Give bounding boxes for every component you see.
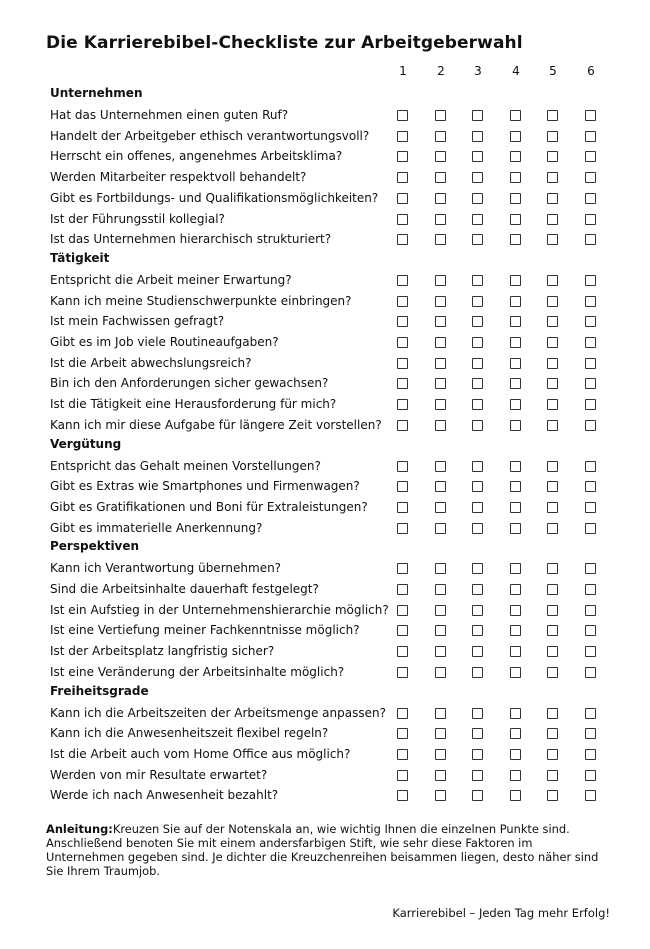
question-row bbox=[0, 106, 650, 126]
rating-checkbox-6[interactable] bbox=[585, 378, 596, 389]
question-text: Ist eine Veränderung der Arbeitsinhalte möglich? bbox=[50, 664, 345, 679]
rating-checkbox-6[interactable] bbox=[585, 214, 596, 225]
rating-checkbox-5[interactable] bbox=[547, 316, 558, 327]
rating-checkbox-4[interactable] bbox=[510, 193, 521, 204]
rating-checkbox-3[interactable] bbox=[472, 378, 483, 389]
rating-checkbox-4[interactable] bbox=[510, 584, 521, 595]
rating-checkbox-6[interactable] bbox=[585, 770, 596, 781]
instructions bbox=[46, 822, 606, 878]
question-row bbox=[0, 354, 650, 374]
rating-checkbox-5[interactable] bbox=[547, 667, 558, 678]
rating-checkbox-5[interactable] bbox=[547, 110, 558, 121]
rating-checkbox-1[interactable] bbox=[397, 234, 408, 245]
rating-checkbox-2[interactable] bbox=[435, 461, 446, 472]
rating-checkbox-1[interactable] bbox=[397, 316, 408, 327]
scale-number: 4 bbox=[512, 64, 520, 78]
rating-checkbox-6[interactable] bbox=[585, 275, 596, 286]
rating-checkbox-6[interactable] bbox=[585, 708, 596, 719]
rating-checkbox-3[interactable] bbox=[472, 420, 483, 431]
rating-checkbox-5[interactable] bbox=[547, 172, 558, 183]
rating-checkbox-3[interactable] bbox=[472, 172, 483, 183]
rating-checkbox-5[interactable] bbox=[547, 275, 558, 286]
rating-checkbox-1[interactable] bbox=[397, 523, 408, 534]
rating-checkbox-4[interactable] bbox=[510, 110, 521, 121]
rating-checkbox-6[interactable] bbox=[585, 481, 596, 492]
scale-number: 5 bbox=[549, 64, 557, 78]
rating-checkbox-2[interactable] bbox=[435, 770, 446, 781]
rating-checkbox-2[interactable] bbox=[435, 193, 446, 204]
rating-checkbox-5[interactable] bbox=[547, 131, 558, 142]
rating-checkbox-5[interactable] bbox=[547, 708, 558, 719]
rating-checkbox-5[interactable] bbox=[547, 728, 558, 739]
rating-checkbox-6[interactable] bbox=[585, 749, 596, 760]
rating-checkbox-3[interactable] bbox=[472, 605, 483, 616]
rating-checkbox-3[interactable] bbox=[472, 337, 483, 348]
rating-checkbox-5[interactable] bbox=[547, 502, 558, 513]
rating-checkbox-1[interactable] bbox=[397, 584, 408, 595]
rating-checkbox-3[interactable] bbox=[472, 151, 483, 162]
rating-checkbox-5[interactable] bbox=[547, 461, 558, 472]
section-title: Vergütung bbox=[50, 436, 122, 451]
rating-checkbox-4[interactable] bbox=[510, 275, 521, 286]
rating-checkbox-4[interactable] bbox=[510, 708, 521, 719]
question-text: Hat das Unternehmen einen guten Ruf? bbox=[50, 108, 289, 122]
rating-checkbox-1[interactable] bbox=[397, 193, 408, 204]
section-title: Freiheitsgrade bbox=[50, 683, 149, 698]
rating-checkbox-6[interactable] bbox=[585, 563, 596, 574]
rating-checkbox-4[interactable] bbox=[510, 172, 521, 183]
rating-checkbox-2[interactable] bbox=[435, 605, 446, 616]
question-row bbox=[0, 601, 650, 621]
question-text: Gibt es immaterielle Anerkennung? bbox=[50, 520, 263, 535]
rating-checkbox-6[interactable] bbox=[585, 172, 596, 183]
rating-checkbox-6[interactable] bbox=[585, 337, 596, 348]
rating-checkbox-6[interactable] bbox=[585, 151, 596, 162]
rating-checkbox-4[interactable] bbox=[510, 728, 521, 739]
rating-checkbox-3[interactable] bbox=[472, 708, 483, 719]
rating-checkbox-6[interactable] bbox=[585, 399, 596, 410]
rating-checkbox-2[interactable] bbox=[435, 296, 446, 307]
rating-checkbox-2[interactable] bbox=[435, 625, 446, 636]
rating-checkbox-4[interactable] bbox=[510, 563, 521, 574]
question-text: Ist der Arbeitsplatz langfristig sicher? bbox=[50, 644, 275, 659]
rating-checkbox-1[interactable] bbox=[397, 131, 408, 142]
rating-checkbox-4[interactable] bbox=[510, 378, 521, 389]
rating-checkbox-3[interactable] bbox=[472, 502, 483, 513]
rating-checkbox-3[interactable] bbox=[472, 358, 483, 369]
question-text: Sind die Arbeitsinhalte dauerhaft festgelegt? bbox=[50, 582, 319, 596]
rating-checkbox-3[interactable] bbox=[472, 625, 483, 636]
question-text: Kann ich die Anwesenheitszeit flexibel regeln? bbox=[50, 726, 329, 741]
rating-checkbox-2[interactable] bbox=[435, 378, 446, 389]
rating-checkbox-2[interactable] bbox=[435, 502, 446, 513]
rating-checkbox-6[interactable] bbox=[585, 502, 596, 513]
rating-checkbox-3[interactable] bbox=[472, 646, 483, 657]
scale-number: 6 bbox=[587, 64, 595, 78]
question-row bbox=[0, 559, 650, 579]
question-row bbox=[0, 704, 650, 724]
rating-checkbox-3[interactable] bbox=[472, 131, 483, 142]
rating-checkbox-4[interactable] bbox=[510, 523, 521, 534]
question-row bbox=[0, 230, 650, 250]
rating-checkbox-3[interactable] bbox=[472, 214, 483, 225]
question-row bbox=[0, 292, 650, 312]
scale-number: 3 bbox=[474, 64, 482, 78]
rating-checkbox-2[interactable] bbox=[435, 151, 446, 162]
question-text: Gibt es Gratifikationen und Boni für Extraleistungen? bbox=[50, 499, 368, 514]
rating-checkbox-1[interactable] bbox=[397, 420, 408, 431]
question-row bbox=[0, 766, 650, 786]
rating-checkbox-1[interactable] bbox=[397, 728, 408, 739]
question-text: Ist ein Aufstieg in der Unternehmenshierarchie möglich? bbox=[50, 602, 389, 617]
question-text: Herrscht ein offenes, angenehmes Arbeitsklima? bbox=[50, 149, 343, 164]
rating-checkbox-4[interactable] bbox=[510, 151, 521, 162]
question-text: Ist eine Vertiefung meiner Fachkenntnisse möglich? bbox=[50, 623, 360, 638]
rating-checkbox-5[interactable] bbox=[547, 337, 558, 348]
question-text: Gibt es Extras wie Smartphones und Firmenwagen? bbox=[50, 479, 360, 494]
rating-checkbox-3[interactable] bbox=[472, 481, 483, 492]
rating-checkbox-1[interactable] bbox=[397, 172, 408, 183]
rating-checkbox-3[interactable] bbox=[472, 728, 483, 739]
rating-checkbox-3[interactable] bbox=[472, 316, 483, 327]
rating-checkbox-3[interactable] bbox=[472, 234, 483, 245]
question-row bbox=[0, 642, 650, 662]
question-row bbox=[0, 663, 650, 683]
rating-checkbox-1[interactable] bbox=[397, 275, 408, 286]
rating-checkbox-4[interactable] bbox=[510, 337, 521, 348]
rating-checkbox-1[interactable] bbox=[397, 502, 408, 513]
rating-checkbox-5[interactable] bbox=[547, 770, 558, 781]
rating-checkbox-5[interactable] bbox=[547, 749, 558, 760]
rating-checkbox-4[interactable] bbox=[510, 749, 521, 760]
rating-checkbox-4[interactable] bbox=[510, 399, 521, 410]
rating-checkbox-5[interactable] bbox=[547, 420, 558, 431]
rating-checkbox-1[interactable] bbox=[397, 358, 408, 369]
question-row bbox=[0, 457, 650, 477]
rating-checkbox-4[interactable] bbox=[510, 790, 521, 801]
rating-checkbox-5[interactable] bbox=[547, 234, 558, 245]
rating-checkbox-6[interactable] bbox=[585, 584, 596, 595]
question-text: Ist die Arbeit abwechslungsreich? bbox=[50, 355, 252, 370]
rating-checkbox-1[interactable] bbox=[397, 461, 408, 472]
rating-checkbox-5[interactable] bbox=[547, 790, 558, 801]
rating-checkbox-5[interactable] bbox=[547, 399, 558, 410]
rating-checkbox-2[interactable] bbox=[435, 523, 446, 534]
rating-checkbox-1[interactable] bbox=[397, 399, 408, 410]
rating-checkbox-1[interactable] bbox=[397, 214, 408, 225]
page-title: Die Karrierebibel-Checkliste zur Arbeitgeberwahl bbox=[46, 33, 523, 53]
rating-checkbox-5[interactable] bbox=[547, 481, 558, 492]
question-text: Entspricht die Arbeit meiner Erwartung? bbox=[50, 272, 292, 287]
rating-checkbox-3[interactable] bbox=[472, 667, 483, 678]
rating-checkbox-1[interactable] bbox=[397, 625, 408, 636]
rating-checkbox-1[interactable] bbox=[397, 296, 408, 307]
rating-checkbox-6[interactable] bbox=[585, 234, 596, 245]
question-row bbox=[0, 312, 650, 332]
question-row bbox=[0, 168, 650, 188]
question-row bbox=[0, 580, 650, 600]
rating-checkbox-5[interactable] bbox=[547, 151, 558, 162]
section-title: Unternehmen bbox=[50, 86, 143, 100]
rating-checkbox-6[interactable] bbox=[585, 316, 596, 327]
rating-checkbox-3[interactable] bbox=[472, 749, 483, 760]
question-text: Bin ich den Anforderungen sicher gewachsen? bbox=[50, 376, 329, 391]
question-text: Kann ich Verantwortung übernehmen? bbox=[50, 561, 282, 576]
rating-checkbox-2[interactable] bbox=[435, 646, 446, 657]
rating-checkbox-4[interactable] bbox=[510, 214, 521, 225]
rating-checkbox-1[interactable] bbox=[397, 790, 408, 801]
rating-checkbox-2[interactable] bbox=[435, 481, 446, 492]
rating-checkbox-2[interactable] bbox=[435, 667, 446, 678]
rating-checkbox-5[interactable] bbox=[547, 358, 558, 369]
rating-checkbox-2[interactable] bbox=[435, 131, 446, 142]
question-row bbox=[0, 147, 650, 167]
rating-checkbox-4[interactable] bbox=[510, 316, 521, 327]
rating-checkbox-6[interactable] bbox=[585, 193, 596, 204]
rating-checkbox-4[interactable] bbox=[510, 605, 521, 616]
rating-checkbox-2[interactable] bbox=[435, 234, 446, 245]
rating-checkbox-3[interactable] bbox=[472, 790, 483, 801]
rating-checkbox-4[interactable] bbox=[510, 420, 521, 431]
rating-checkbox-2[interactable] bbox=[435, 749, 446, 760]
rating-checkbox-1[interactable] bbox=[397, 770, 408, 781]
section-title: Tätigkeit bbox=[50, 250, 110, 265]
rating-checkbox-6[interactable] bbox=[585, 523, 596, 534]
scale-number: 2 bbox=[437, 64, 445, 78]
question-text: Entspricht das Gehalt meinen Vorstellungen? bbox=[50, 458, 321, 473]
rating-checkbox-4[interactable] bbox=[510, 131, 521, 142]
rating-checkbox-6[interactable] bbox=[585, 625, 596, 636]
rating-checkbox-6[interactable] bbox=[585, 420, 596, 431]
rating-checkbox-4[interactable] bbox=[510, 234, 521, 245]
question-text: Ist der Führungsstil kollegial? bbox=[50, 211, 225, 226]
rating-checkbox-6[interactable] bbox=[585, 646, 596, 657]
question-text: Werde ich nach Anwesenheit bezahlt? bbox=[50, 788, 279, 803]
rating-checkbox-3[interactable] bbox=[472, 770, 483, 781]
question-text: Ist mein Fachwissen gefragt? bbox=[50, 314, 225, 329]
rating-checkbox-1[interactable] bbox=[397, 110, 408, 121]
rating-checkbox-1[interactable] bbox=[397, 378, 408, 389]
question-row bbox=[0, 519, 650, 539]
rating-checkbox-6[interactable] bbox=[585, 605, 596, 616]
rating-checkbox-3[interactable] bbox=[472, 110, 483, 121]
question-row bbox=[0, 724, 650, 744]
question-text: Werden Mitarbeiter respektvoll behandelt? bbox=[50, 170, 307, 185]
rating-checkbox-3[interactable] bbox=[472, 275, 483, 286]
rating-checkbox-5[interactable] bbox=[547, 378, 558, 389]
rating-checkbox-1[interactable] bbox=[397, 646, 408, 657]
question-row bbox=[0, 374, 650, 394]
rating-checkbox-1[interactable] bbox=[397, 563, 408, 574]
rating-checkbox-2[interactable] bbox=[435, 420, 446, 431]
rating-checkbox-2[interactable] bbox=[435, 337, 446, 348]
question-row bbox=[0, 395, 650, 415]
rating-checkbox-6[interactable] bbox=[585, 131, 596, 142]
rating-checkbox-4[interactable] bbox=[510, 625, 521, 636]
rating-checkbox-4[interactable] bbox=[510, 646, 521, 657]
rating-checkbox-5[interactable] bbox=[547, 523, 558, 534]
question-row bbox=[0, 127, 650, 147]
question-row bbox=[0, 477, 650, 497]
rating-checkbox-2[interactable] bbox=[435, 214, 446, 225]
rating-checkbox-1[interactable] bbox=[397, 605, 408, 616]
question-text: Kann ich die Arbeitszeiten der Arbeitsmenge anpassen? bbox=[50, 705, 386, 720]
rating-checkbox-4[interactable] bbox=[510, 461, 521, 472]
question-text: Handelt der Arbeitgeber ethisch verantwortungsvoll? bbox=[50, 128, 370, 143]
rating-checkbox-5[interactable] bbox=[547, 646, 558, 657]
rating-checkbox-2[interactable] bbox=[435, 110, 446, 121]
rating-checkbox-5[interactable] bbox=[547, 584, 558, 595]
rating-checkbox-2[interactable] bbox=[435, 399, 446, 410]
question-text: Gibt es Fortbildungs- und Qualifikationsmöglichkeiten? bbox=[50, 190, 379, 205]
question-text: Ist die Tätigkeit eine Herausforderung für mich? bbox=[50, 397, 337, 412]
question-row bbox=[0, 416, 650, 436]
rating-checkbox-4[interactable] bbox=[510, 502, 521, 513]
rating-checkbox-6[interactable] bbox=[585, 667, 596, 678]
question-row bbox=[0, 745, 650, 765]
question-text: Kann ich mir diese Aufgabe für längere Zeit vorstellen? bbox=[50, 417, 382, 432]
rating-checkbox-2[interactable] bbox=[435, 172, 446, 183]
question-text: Werden von mir Resultate erwartet? bbox=[50, 767, 268, 782]
rating-checkbox-6[interactable] bbox=[585, 461, 596, 472]
rating-checkbox-5[interactable] bbox=[547, 193, 558, 204]
rating-checkbox-6[interactable] bbox=[585, 728, 596, 739]
scale-header bbox=[0, 64, 650, 80]
question-text: Kann ich meine Studienschwerpunkte einbringen? bbox=[50, 293, 352, 308]
question-row bbox=[0, 621, 650, 641]
instructions-text: Kreuzen Sie auf der Notenskala an, wie wichtig Ihnen die einzelnen Punkte sind. Anschließend benoten Sie mit einem andersfarbigen Stift, wie sehr diese Faktoren im Unternehmen gegeben sind. Je dichter die Kreuzchenreihen beisammen liegen, desto näher sind Sie Ihrem Traumjob. bbox=[46, 822, 599, 878]
rating-checkbox-5[interactable] bbox=[547, 605, 558, 616]
question-row bbox=[0, 271, 650, 291]
section-title: Perspektiven bbox=[50, 539, 140, 554]
rating-checkbox-3[interactable] bbox=[472, 584, 483, 595]
rating-checkbox-1[interactable] bbox=[397, 667, 408, 678]
question-text: Ist die Arbeit auch vom Home Office aus möglich? bbox=[50, 746, 351, 761]
rating-checkbox-3[interactable] bbox=[472, 399, 483, 410]
rating-checkbox-4[interactable] bbox=[510, 667, 521, 678]
rating-checkbox-6[interactable] bbox=[585, 296, 596, 307]
rating-checkbox-3[interactable] bbox=[472, 523, 483, 534]
rating-checkbox-2[interactable] bbox=[435, 563, 446, 574]
question-text: Ist das Unternehmen hierarchisch strukturiert? bbox=[50, 232, 332, 247]
rating-checkbox-2[interactable] bbox=[435, 358, 446, 369]
question-row bbox=[0, 210, 650, 230]
rating-checkbox-5[interactable] bbox=[547, 214, 558, 225]
instructions-label: Anleitung: bbox=[46, 822, 113, 836]
question-row bbox=[0, 333, 650, 353]
rating-checkbox-3[interactable] bbox=[472, 296, 483, 307]
question-row bbox=[0, 498, 650, 518]
rating-checkbox-4[interactable] bbox=[510, 358, 521, 369]
rating-checkbox-4[interactable] bbox=[510, 770, 521, 781]
rating-checkbox-1[interactable] bbox=[397, 708, 408, 719]
rating-checkbox-2[interactable] bbox=[435, 316, 446, 327]
rating-checkbox-5[interactable] bbox=[547, 563, 558, 574]
rating-checkbox-2[interactable] bbox=[435, 584, 446, 595]
rating-checkbox-2[interactable] bbox=[435, 275, 446, 286]
rating-checkbox-2[interactable] bbox=[435, 790, 446, 801]
rating-checkbox-3[interactable] bbox=[472, 563, 483, 574]
question-row bbox=[0, 189, 650, 209]
rating-checkbox-6[interactable] bbox=[585, 790, 596, 801]
rating-checkbox-1[interactable] bbox=[397, 151, 408, 162]
rating-checkbox-5[interactable] bbox=[547, 625, 558, 636]
rating-checkbox-4[interactable] bbox=[510, 296, 521, 307]
rating-checkbox-1[interactable] bbox=[397, 337, 408, 348]
footer-slogan: Karrierebibel – Jeden Tag mehr Erfolg! bbox=[392, 906, 610, 920]
rating-checkbox-3[interactable] bbox=[472, 461, 483, 472]
question-row bbox=[0, 786, 650, 806]
rating-checkbox-1[interactable] bbox=[397, 481, 408, 492]
scale-number: 1 bbox=[399, 64, 407, 78]
rating-checkbox-6[interactable] bbox=[585, 358, 596, 369]
rating-checkbox-4[interactable] bbox=[510, 481, 521, 492]
rating-checkbox-2[interactable] bbox=[435, 708, 446, 719]
rating-checkbox-1[interactable] bbox=[397, 749, 408, 760]
rating-checkbox-2[interactable] bbox=[435, 728, 446, 739]
rating-checkbox-5[interactable] bbox=[547, 296, 558, 307]
rating-checkbox-6[interactable] bbox=[585, 110, 596, 121]
rating-checkbox-3[interactable] bbox=[472, 193, 483, 204]
question-text: Gibt es im Job viele Routineaufgaben? bbox=[50, 335, 279, 349]
